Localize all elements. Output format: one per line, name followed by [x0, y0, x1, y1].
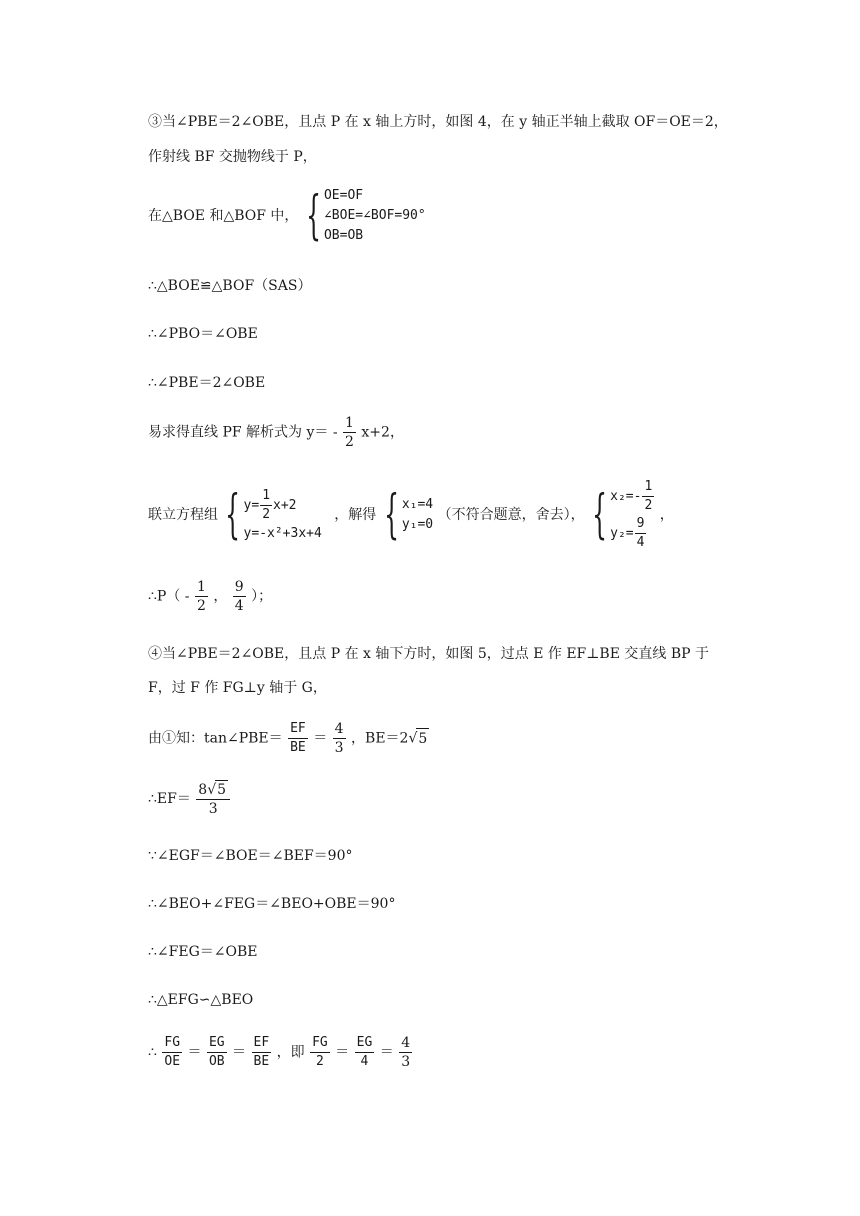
- equals-sign: ＝: [335, 1044, 350, 1061]
- fraction-denominator: 2: [262, 506, 271, 522]
- fraction-denominator: 3: [401, 1054, 411, 1070]
- system-lead-text: 在△BOE 和△BOF 中，: [148, 208, 299, 224]
- fraction-numerator: [196, 780, 230, 800]
- fraction-numerator: EF: [288, 720, 308, 739]
- system-row: [610, 478, 655, 515]
- system-row: y=-x²+3x+4: [243, 525, 322, 541]
- equals-sign: ＝: [187, 1044, 202, 1061]
- fraction-numerator: EG: [355, 1034, 375, 1053]
- row-lead: x₂=-: [610, 489, 642, 504]
- reject-note: （不符合题意，舍去），: [437, 507, 585, 523]
- fraction-numerator: EG: [207, 1034, 227, 1053]
- fraction-denominator: OE: [164, 1054, 181, 1069]
- row-tail: x+2: [273, 497, 297, 513]
- solve-text: ，解得: [334, 507, 377, 523]
- congruence-system-line: [148, 186, 426, 246]
- equals-sign: ＝: [379, 1044, 394, 1061]
- equals-sign: ＝: [313, 730, 328, 747]
- fraction-numerator: FG: [162, 1034, 182, 1053]
- fraction-numerator: FG: [310, 1034, 330, 1053]
- fraction: [355, 1034, 375, 1071]
- therefore-sign: ∴: [148, 1044, 157, 1061]
- sqrt-radicand: 5: [416, 728, 429, 749]
- fraction: [260, 487, 272, 524]
- sqrt-icon: √: [408, 730, 418, 747]
- row-lead: y₂=: [610, 526, 634, 541]
- fraction: [196, 780, 230, 818]
- tangent-relation: [148, 720, 429, 757]
- fraction-denominator: OB: [208, 1054, 225, 1069]
- system-row: x₁=4: [401, 497, 434, 512]
- ef-lead: ∴EF＝: [148, 791, 191, 807]
- system-row: ∠BOE=∠BOF=90°: [323, 208, 426, 223]
- fraction: [333, 720, 346, 757]
- system-row: [244, 487, 322, 524]
- fraction-numerator: 1: [345, 415, 354, 431]
- fraction-denominator: 3: [334, 740, 344, 756]
- fraction-numerator: EF: [252, 1034, 272, 1053]
- fraction: [635, 515, 647, 552]
- paragraph-case4-line2: F，过 F 作 FG⊥y 轴于 G，: [148, 680, 327, 696]
- fraction-numerator: 1: [642, 478, 654, 497]
- line-pf-lead: 易求得直线 PF 解析式为 y＝ -: [148, 424, 338, 441]
- similarity-ratios: [148, 1034, 413, 1071]
- left-brace-icon: {: [225, 485, 241, 545]
- fraction-denominator: BE: [290, 740, 306, 755]
- system-row: OE=OF: [323, 188, 364, 203]
- fraction-denominator: 2: [315, 1054, 324, 1069]
- line-pf-tail: x+2，: [361, 424, 404, 441]
- statement-congruent: ∴△BOE≌△BOF（SAS）: [148, 278, 312, 294]
- fraction: [642, 478, 654, 515]
- fraction-denominator: 2: [345, 434, 354, 450]
- fraction: [195, 578, 208, 615]
- left-brace-icon: {: [383, 485, 399, 545]
- numerator-coefficient: 8: [198, 782, 208, 798]
- fraction-numerator: 4: [334, 721, 344, 737]
- system-row: y₁=0: [401, 517, 434, 532]
- equation-system-2: [381, 485, 434, 545]
- left-brace-icon: {: [305, 186, 321, 246]
- fraction-numerator: 9: [234, 579, 244, 595]
- paragraph-case3-line2: 作射线 BF 交抛物线于 P，: [148, 149, 317, 165]
- paragraph-case3-line1: ③当∠PBE＝2∠OBE，且点 P 在 x 轴上方时，如图 4，在 y 轴正半轴上截取 OF＝OE＝2，: [148, 114, 728, 130]
- system-row: OB=OB: [323, 228, 364, 243]
- point-p-comma: ，: [213, 588, 228, 605]
- fraction-numerator: 9: [635, 515, 647, 534]
- point-p-lead: ∴P（ -: [148, 588, 190, 605]
- statement-angle-feg: ∴∠FEG＝∠OBE: [148, 944, 258, 960]
- simultaneous-lead: 联立方程组: [148, 507, 218, 523]
- fraction-numerator: 4: [401, 1035, 411, 1051]
- fraction-numerator: 1: [196, 579, 206, 595]
- simultaneous-equations-line: [148, 478, 674, 552]
- fraction: [288, 720, 308, 757]
- fraction-denominator: 2: [196, 598, 206, 614]
- fraction-denominator: 3: [208, 801, 218, 817]
- fraction-denominator: 4: [360, 1054, 369, 1069]
- fraction-denominator: 2: [644, 498, 653, 513]
- namely-text: ，即: [276, 1044, 305, 1061]
- point-p-tail: ）；: [251, 588, 273, 605]
- statement-similar: ∴△EFG∽△BEO: [148, 992, 254, 1008]
- fraction: [252, 1034, 272, 1071]
- sqrt-icon: √: [207, 782, 217, 798]
- fraction-denominator: BE: [253, 1054, 270, 1069]
- fraction: [207, 1034, 227, 1071]
- fraction: [310, 1034, 330, 1071]
- statement-angle-double: ∴∠PBE＝2∠OBE: [148, 375, 266, 391]
- fraction-denominator: 4: [636, 535, 645, 550]
- left-brace-icon: {: [592, 485, 608, 545]
- statement-right-angles: ∵∠EGF＝∠BOE＝∠BEF＝90°: [148, 848, 353, 864]
- point-p-result: [148, 578, 272, 615]
- row-lead: y=: [243, 497, 260, 513]
- tan-lead: 由①知：tan∠PBE＝: [148, 730, 283, 747]
- system-row: [610, 515, 655, 552]
- fraction-denominator: 4: [234, 598, 244, 614]
- equation-system-3: [589, 478, 655, 552]
- be-length-text: ，BE＝2: [351, 730, 409, 747]
- line-pf-equation: [148, 414, 404, 451]
- ef-length: [148, 780, 231, 818]
- equation-system-congruence: [303, 186, 426, 246]
- fraction: [233, 578, 246, 615]
- equation-system-1: [222, 487, 321, 544]
- fraction: [162, 1034, 182, 1071]
- statement-angle-sum: ∴∠BEO+∠FEG＝∠BEO+OBE＝90°: [148, 896, 396, 912]
- fraction: [399, 1034, 412, 1071]
- equals-sign: ＝: [232, 1044, 247, 1061]
- statement-angle-equal: ∴∠PBO＝∠OBE: [148, 326, 258, 342]
- fraction: [343, 414, 356, 451]
- paragraph-case4-line1: ④当∠PBE＝2∠OBE，且点 P 在 x 轴下方时，如图 5，过点 E 作 EF⊥BE 交直线 BP 于: [148, 646, 709, 662]
- sqrt-radicand: 5: [217, 782, 227, 798]
- end-comma: ，: [659, 507, 674, 523]
- fraction-numerator: 1: [260, 487, 272, 506]
